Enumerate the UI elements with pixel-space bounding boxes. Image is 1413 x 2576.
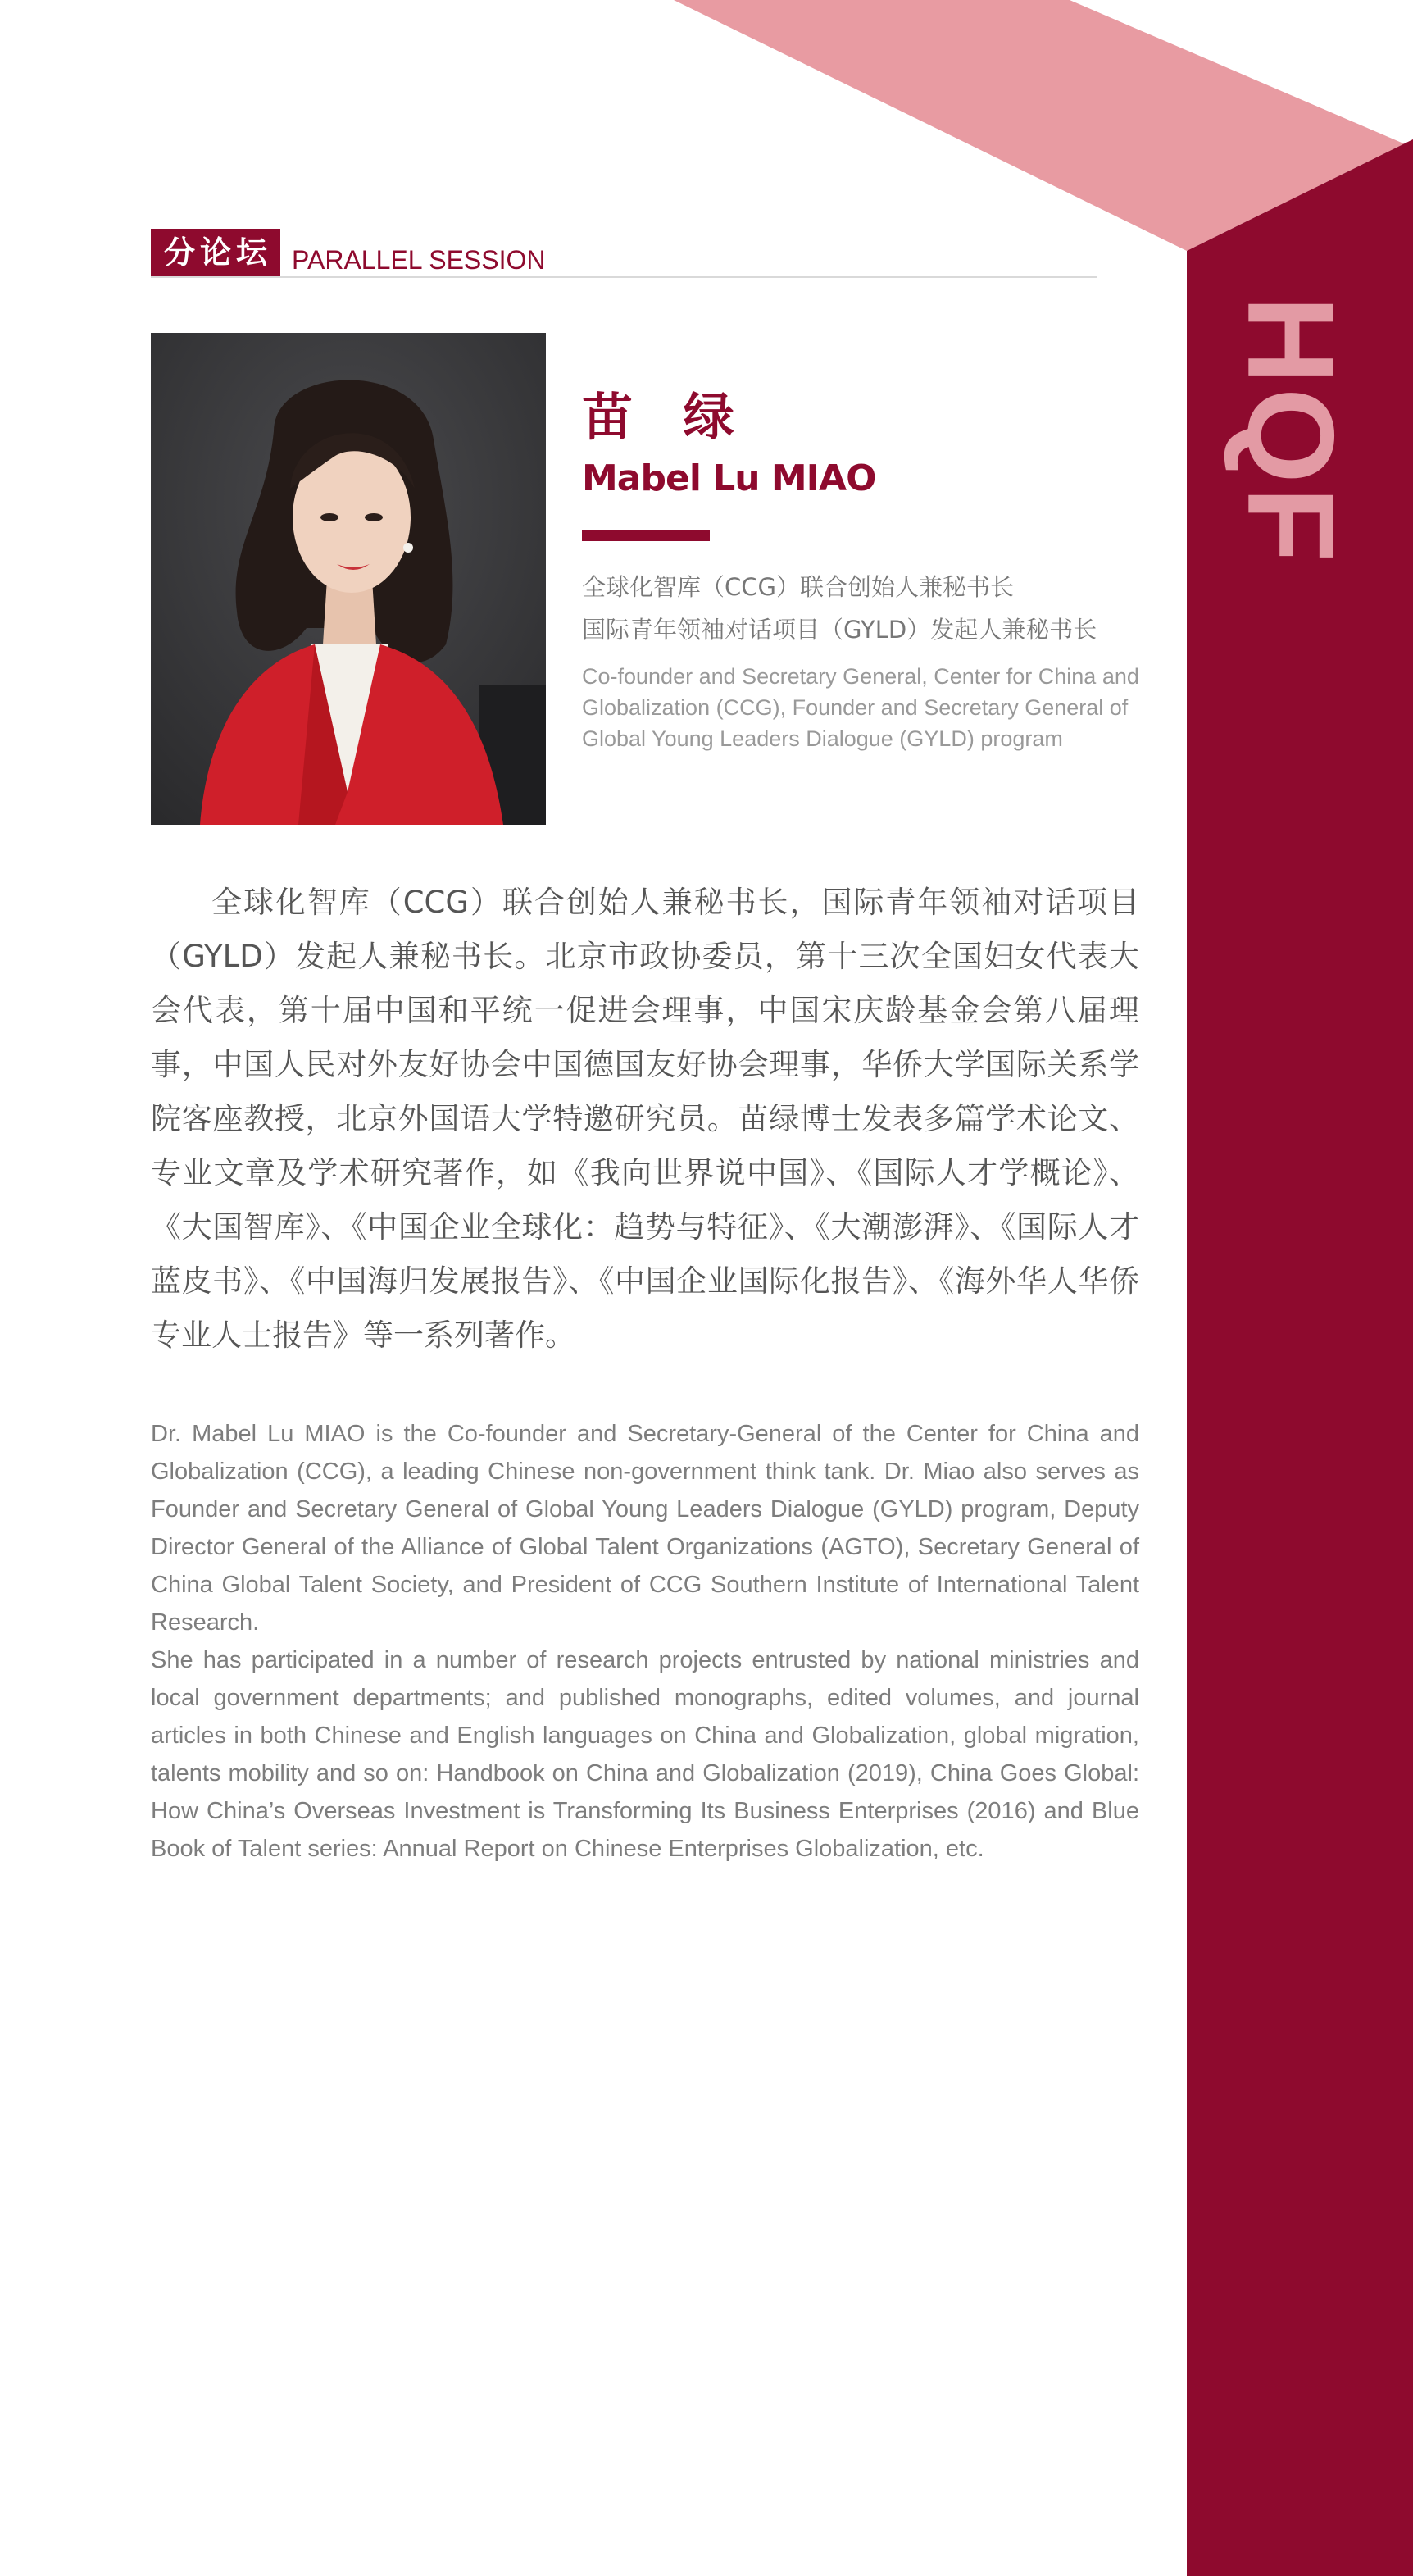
bio-english xyxy=(151,1415,1139,1868)
speaker-title-cn xyxy=(582,566,1172,651)
bio-english-paragraph: She has participated in a number of research projects entrusted by national ministries and local government departments; and published monographs, edited volumes, and journal articles in both Chinese and English languages on China and Globalization, global migration, talents mobility and so on: Handbook on China and Globalization (2019), China Goes Global: How China’s Overseas Investment is Transforming Its Business Enterprises (2016) and Blue Book of Talent series: Annual Report on Chinese Enterprises Globalization, etc. xyxy=(151,1647,1139,1862)
speaker-title-en: Co-founder and Secretary General, Center for China and Globalization (CCG), Founder and Secretary General of Global Young Leaders Dialogue (GYLD) program xyxy=(582,664,1139,751)
session-label: PARALLEL SESSION xyxy=(292,245,546,275)
portrait-illustration xyxy=(151,333,546,825)
speaker-title-cn-line: 国际青年领袖对话项目（GYLD）发起人兼秘书长 xyxy=(582,616,1097,644)
session-tag: 分论坛 xyxy=(151,229,280,276)
bio-chinese: 全球化智库（CCG）联合创始人兼秘书长，国际青年领袖对话项目（GYLD）发起人兼秘书长。北京市政协委员，第十三次全国妇女代表大会代表，第十届中国和平统一促进会理事，中国宋庆龄基金会第八届理事，中国人民对外友好协会中国德国友好协会理事，华侨大学国际关系学院客座教授，北京外国语大学特邀研究员。苗绿博士发表多篇学术论文、专业文章及学术研究著作，如《我向世界说中国》、《国际人才学概论》、《大国智库》、《中国企业全球化：趋势与特征》、《大潮澎湃》、《国际人才蓝皮书》、《中国海归发展报告》、《中国企业国际化报告》、《海外华人华侨专业人士报告》等一系列著作。 xyxy=(151,885,1139,1353)
brand-logo-text: HQF xyxy=(1222,295,1361,566)
speaker-portrait xyxy=(151,333,546,825)
speaker-name-en: Mabel Lu MIAO xyxy=(582,457,876,499)
brand-logo xyxy=(1222,295,1361,566)
speaker-name-cn: 苗 绿 xyxy=(582,387,751,447)
name-divider xyxy=(582,530,710,541)
speaker-title-cn-line: 全球化智库（CCG）联合创始人兼秘书长 xyxy=(582,573,1014,601)
bio-english-paragraph: Dr. Mabel Lu MIAO is the Co-founder and Secretary-General of the Center for China and Globalization (CCG), a leading Chinese non-government think tank. Dr. Miao also serves as Founder and Secretary General of Global Young Leaders Dialogue (GYLD) program, Deputy Director General of the Alliance of Global Talent Organizations (AGTO), Secretary General of China Global Talent Society, and President of CCG Southern Institute of International Talent Research. xyxy=(151,1421,1139,1636)
session-header xyxy=(151,227,1097,278)
